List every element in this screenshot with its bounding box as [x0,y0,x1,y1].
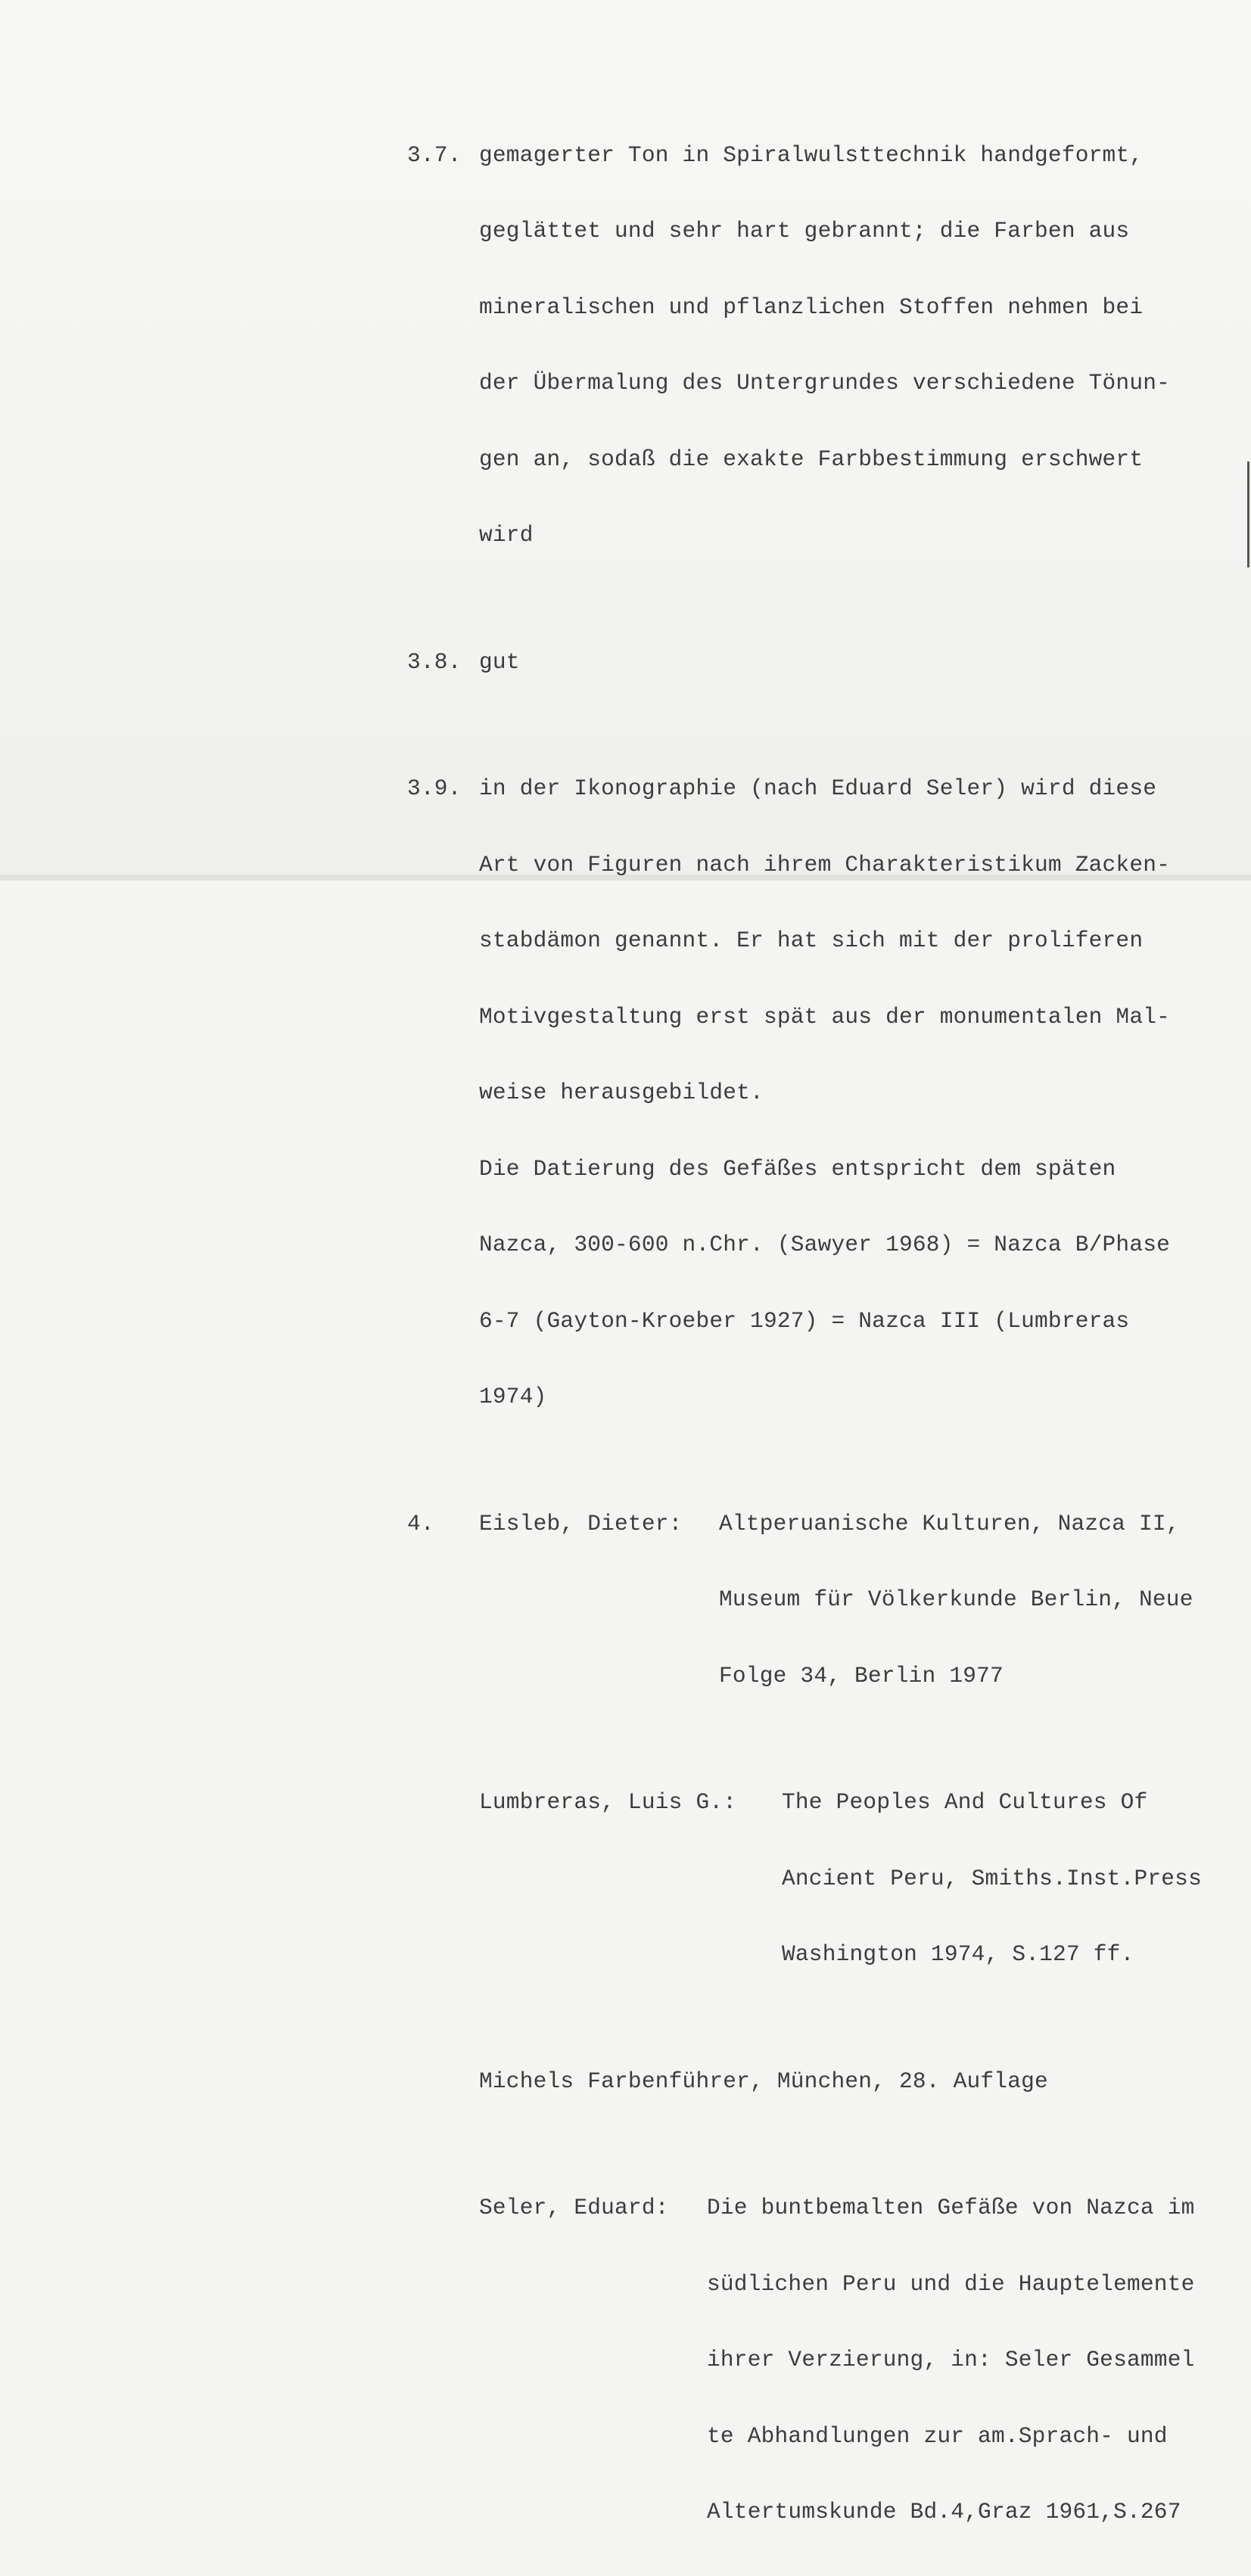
reference-line: Altperuanische Kulturen, Nazca II, [719,1510,1180,1537]
text-line: wird [479,522,534,548]
text-line: weise herausgebildet. [479,1080,764,1105]
item-3-8-line [407,650,1202,676]
item-number: 4. [407,1510,434,1537]
text-line: Nazca, 300-600 n.Chr. (Sawyer 1968) = Nazca B/Phase [479,1232,1171,1257]
text-line: stabdämon genannt. Er hat sich mit der proliferen [479,928,1144,953]
reference-line: Altertumskunde Bd.4,Graz 1961,S.267 [707,2499,1181,2525]
text-line: mineralischen und pflanzlichen Stoffen nehmen bei [479,294,1144,320]
text-line: gut [479,648,520,675]
item-3-9-line [407,776,1202,802]
card-right-edge-mark [1247,461,1249,567]
item-number: 3.7. [407,141,462,168]
reference-line: Folge 34, Berlin 1977 [719,1662,1004,1689]
reference-line: Museum für Völkerkunde Berlin, Neue [719,1586,1193,1612]
item-number: 3.8. [407,648,462,675]
reference-line: te Abhandlungen zur am.Sprach- und [707,2422,1168,2449]
reference-michels: Michels Farbenführer, München, 28. Auflage [479,2068,1048,2094]
reference-line: Ancient Peru, Smiths.Inst.Press [782,1865,1202,1891]
item-3-7-line [407,143,1202,169]
typewritten-text [407,67,1202,2576]
reference-author: Seler, Eduard: [479,2195,669,2220]
text-line: Art von Figuren nach ihrem Charakteristikum Zacken- [479,851,1171,878]
reference-line: ihrer Verzierung, in: Seler Gesammel [707,2347,1195,2372]
reference-lumbreras [407,1790,1202,1816]
reference-author: Lumbreras, Luis G.: [479,1789,737,1815]
text-line: in der Ikonographie (nach Eduard Seler) wird diese [479,775,1157,801]
text-line: gemagerter Ton in Spiralwulsttechnik handgeformt, [479,141,1144,168]
text-line: gen an, sodaß die exakte Farbbestimmung erschwert [479,446,1144,472]
text-line: Die Datierung des Gefäßes entspricht dem späten [479,1155,1116,1182]
reference-line: The Peoples And Cultures Of [782,1789,1148,1815]
text-line: der Übermalung des Untergrundes verschiedene Tönun- [479,370,1171,396]
reference-line: südlichen Peru und die Hauptelemente [707,2270,1195,2297]
item-number: 3.9. [407,775,462,801]
text-line: geglättet und sehr hart gebrannt; die Farben aus [479,218,1130,244]
text-line: 1974) [479,1384,547,1409]
text-line: 6-7 (Gayton-Kroeber 1927) = Nazca III (Lumbreras [479,1307,1130,1334]
text-line: Motivgestaltung erst spät aus der monumentalen Mal- [479,1003,1171,1030]
reference-author: Eisleb, Dieter: [479,1510,683,1537]
reference-line: Die buntbemalten Gefäße von Nazca im [707,2195,1195,2220]
item-4-line [407,1512,1202,1537]
reference-line: Washington 1974, S.127 ff. [782,1941,1134,1967]
reference-seler [407,2195,1202,2221]
